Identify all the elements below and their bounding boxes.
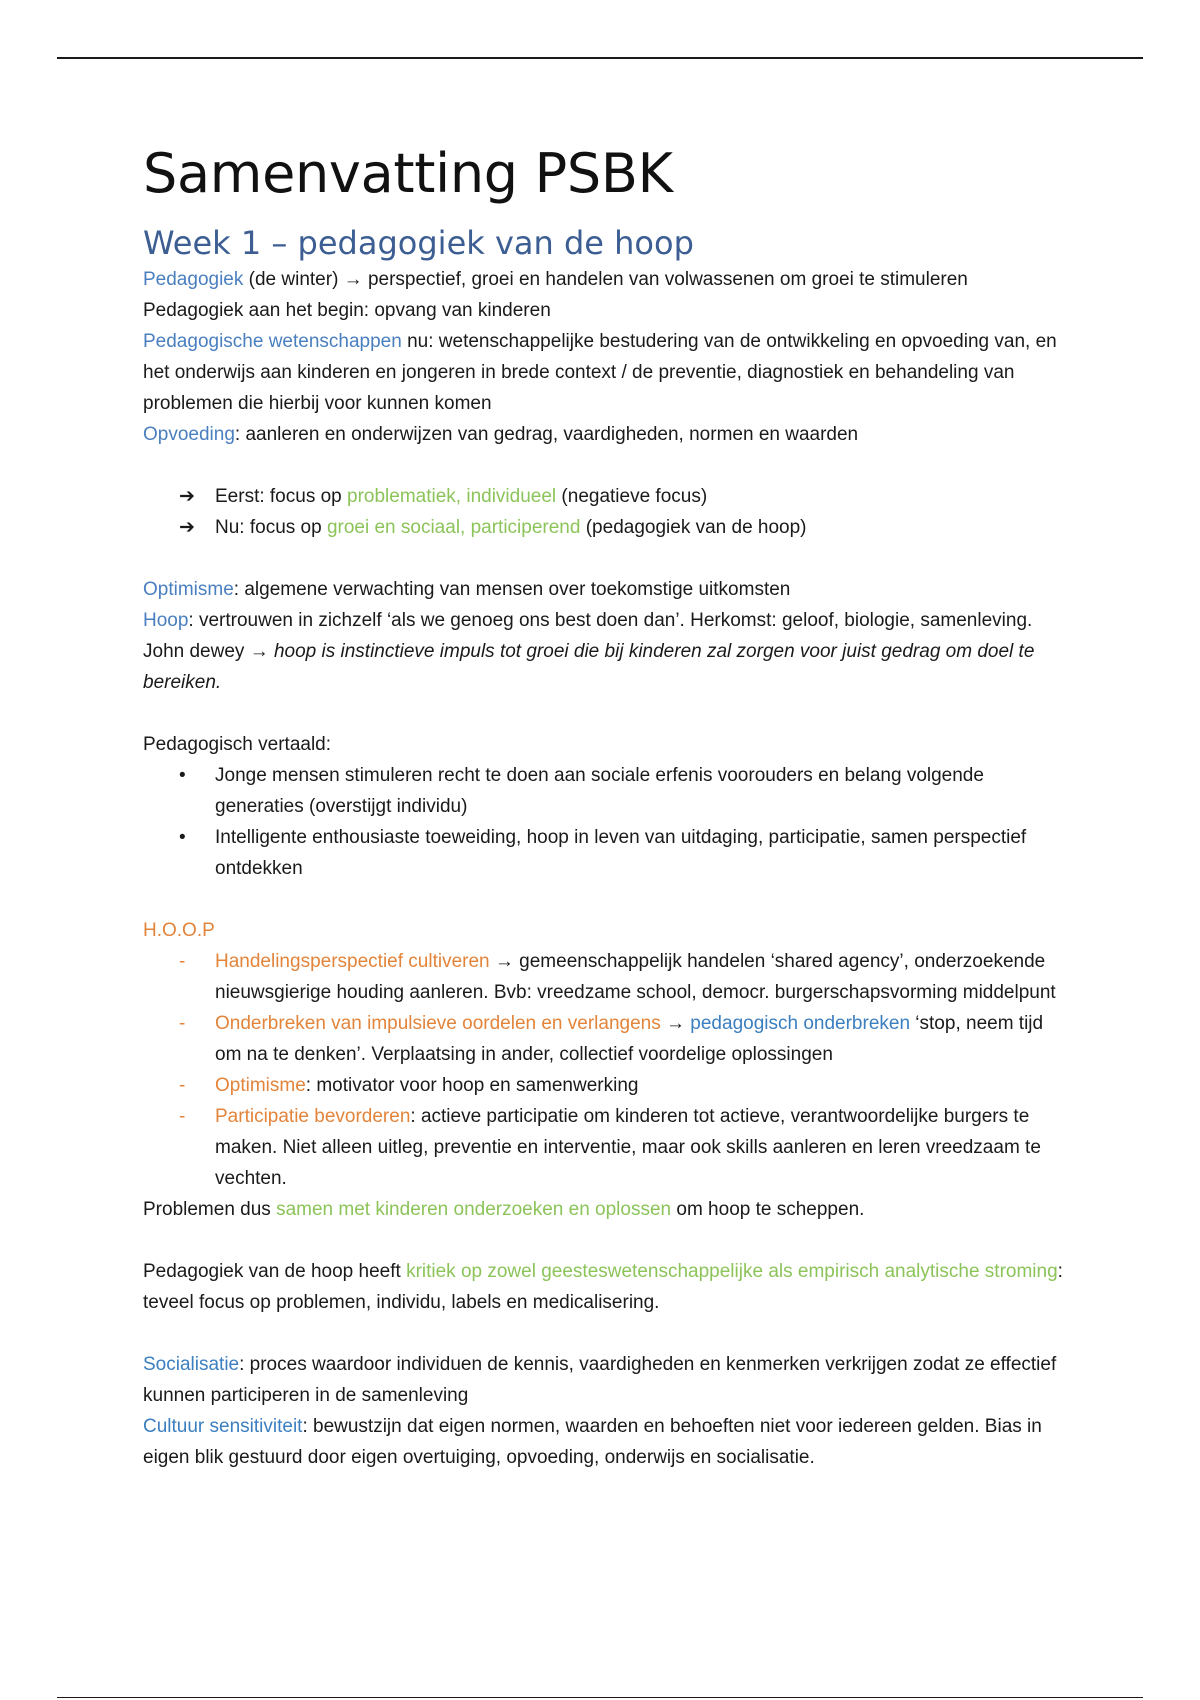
paragraph-vertaald: Pedagogisch vertaald: <box>143 734 332 755</box>
definition-cultuur-sensitiviteit: Cultuur sensitiviteit: bewustzijn dat eigen normen, waarden en behoeften niet voor iedereen gelden. Bias in eigen blik gestuurd door eigen overtuiging, opvoeding, onderwijs en socialisatie. <box>143 1416 1042 1468</box>
small-arrow-icon: → <box>249 641 269 662</box>
term: Pedagogische wetenschappen <box>143 331 402 352</box>
paragraph-problemen: Problemen dus samen met kinderen onderzoeken en oplossen om hoop te scheppen. <box>143 1199 865 1220</box>
dash-icon: - <box>179 1075 186 1096</box>
section-heading: Week 1 – pedagogiek van de hoop <box>143 224 694 262</box>
definition-pedagogiek: Pedagogiek (de winter) → perspectief, groei en handelen van volwassenen om groei te stimuleren <box>143 269 968 290</box>
dash-icon: - <box>179 1106 186 1127</box>
list-item: - Optimisme: motivator voor hoop en samenwerking <box>143 1070 1063 1101</box>
document-page <box>143 138 1063 1473</box>
bullet-icon: • <box>179 765 186 786</box>
list-item: ➔ Eerst: focus op problematiek, individueel (negatieve focus) <box>143 481 1063 512</box>
definition-hoop: Hoop: vertrouwen in zichzelf ‘als we genoeg ons best doen dan’. Herkomst: geloof, biologie, samenleving. John dewey → hoop is instinctieve impuls tot groei die bij kinderen zal zorgen voor juist gedrag om doel te bereiken. <box>143 610 1035 693</box>
list-item: • Jonge mensen stimuleren recht te doen aan sociale erfenis voorouders en belang volgende generaties (overstijgt individu) <box>143 760 1063 822</box>
list-item: ➔ Nu: focus op groei en sociaal, participerend (pedagogiek van de hoop) <box>143 512 1063 543</box>
hoop-heading: H.O.O.P <box>143 920 215 941</box>
definition-wetenschappen: Pedagogische wetenschappen nu: wetenschappelijke bestudering van de ontwikkeling en opvoeding van, en het onderwijs aan kinderen en jongeren in brede context / de preventie, diagnostiek en behandeling van problemen die hierbij voor kunnen komen <box>143 331 1057 414</box>
list-item: • Intelligente enthousiaste toeweiding, hoop in leven van uitdaging, participatie, samen perspectief ontdekken <box>143 822 1063 884</box>
dash-icon: - <box>179 951 186 972</box>
footer-rule <box>57 1697 1143 1698</box>
hoop-list <box>143 946 1063 1194</box>
bullet-list <box>143 760 1063 884</box>
definition-socialisatie: Socialisatie: proces waardoor individuen de kennis, vaardigheden en kenmerken verkrijgen zodat ze effectief kunnen participeren in de samenleving <box>143 1354 1057 1406</box>
bullet-icon: • <box>179 827 186 848</box>
list-item: - Onderbreken van impulsieve oordelen en verlangens → pedagogisch onderbreken ‘stop, neem tijd om na te denken’. Verplaatsing in ander, collectief voordelige oplossingen <box>143 1008 1063 1070</box>
arrow-list <box>143 481 1063 543</box>
term: Cultuur sensitiviteit <box>143 1416 303 1437</box>
term: Socialisatie <box>143 1354 240 1375</box>
dash-icon: - <box>179 1013 186 1034</box>
arrow-icon: ➔ <box>179 486 195 507</box>
term: Optimisme <box>143 579 234 600</box>
document-title: Samenvatting PSBK <box>143 142 673 205</box>
list-item: - Handelingsperspectief cultiveren → gemeenschappelijk handelen ‘shared agency’, onderzoekende nieuwsgierige houding aanleren. Bvb: vreedzame school, democr. burgerschapsvorming middelpunt <box>143 946 1063 1008</box>
definition-opvoeding: Opvoeding: aanleren en onderwijzen van gedrag, vaardigheden, normen en waarden <box>143 424 859 445</box>
term: Hoop <box>143 610 189 631</box>
term: Opvoeding <box>143 424 235 445</box>
list-item: - Participatie bevorderen: actieve participatie om kinderen tot actieve, verantwoordelijke burgers te maken. Niet alleen uitleg, preventie en interventie, maar ook skills aanleren en leren vreedzaam te vechten. <box>143 1101 1063 1194</box>
paragraph-begin: Pedagogiek aan het begin: opvang van kinderen <box>143 300 551 321</box>
header-rule <box>57 57 1143 59</box>
term: Pedagogiek <box>143 269 244 290</box>
paragraph-kritiek: Pedagogiek van de hoop heeft kritiek op zowel geesteswetenschappelijke als empirisch analytische stroming: teveel focus op problemen, individu, labels en medicalisering. <box>143 1261 1063 1313</box>
definition-optimisme: Optimisme: algemene verwachting van mensen over toekomstige uitkomsten <box>143 579 791 600</box>
arrow-icon: ➔ <box>179 517 195 538</box>
